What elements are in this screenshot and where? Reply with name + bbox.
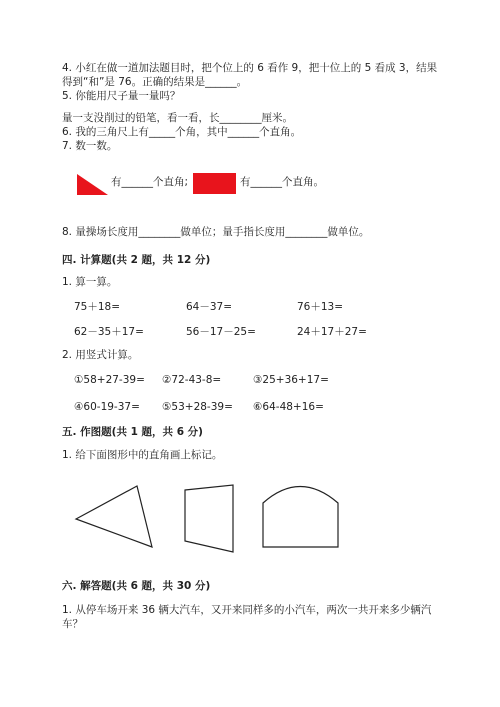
section-6-question-1-line-2: 车？ (62, 618, 83, 630)
section-5-heading: 五. 作图题(共 1 题，共 6 分) (62, 426, 203, 438)
question-5: 5. 你能用尺子量一量吗？ (62, 90, 181, 102)
section-4-question-1: 1. 算一算。 (62, 276, 118, 288)
section-4-heading: 四. 计算题(共 2 题，共 12 分) (62, 254, 211, 266)
calc-item: 24＋17＋27= (297, 326, 367, 338)
calc-item: 76＋13= (297, 301, 344, 313)
vertical-calc-item: ⑥64-48+16= (253, 401, 324, 413)
question-6: 6. 我的三角尺上有_____个角，其中______个直角。 (62, 126, 302, 138)
section-5-question-1: 1. 给下面图形中的直角画上标记。 (62, 449, 223, 461)
calc-item: 64－37= (186, 301, 233, 313)
vertical-calc-item: ④60-19-37= (74, 401, 140, 413)
question-8: 8. 量操场长度用________做单位；量手指长度用________做单位。 (62, 226, 370, 238)
vertical-calc-item: ②72-43-8= (162, 374, 222, 386)
section-4-question-2: 2. 用竖式计算。 (62, 349, 139, 361)
question-4-line-1: 4. 小红在做一道加法题目时，把个位上的 6 看作 9，把十位上的 5 看成 3，结果 (62, 62, 438, 74)
section-6-heading: 六. 解答题(共 6 题，共 30 分) (62, 580, 211, 592)
question-7-triangle-text: 有______个直角; (111, 176, 189, 188)
vertical-calc-item: ⑤53+28-39= (162, 401, 233, 413)
red-rectangle-figure (193, 173, 236, 194)
section-6-question-1-line-1: 1. 从停车场开来 36 辆大汽车，又开来同样多的小汽车，两次一共开来多少辆汽 (62, 604, 432, 616)
trapezoid-figure (183, 484, 238, 554)
vertical-calc-item: ③25+36+17= (253, 374, 329, 386)
triangle-figure (74, 485, 154, 550)
question-4-line-2: 得到“和”是 76。正确的结果是______。 (62, 76, 248, 88)
calc-item: 75＋18= (74, 301, 121, 313)
red-triangle-figure (77, 174, 109, 196)
arch-figure (260, 484, 342, 550)
calc-item: 56－17－25= (186, 326, 256, 338)
vertical-calc-item: ①58+27-39= (74, 374, 145, 386)
question-7-rectangle-text: 有______个直角。 (240, 176, 324, 188)
question-7: 7. 数一数。 (62, 140, 118, 152)
calc-item: 62－35＋17= (74, 326, 144, 338)
question-5-sub: 量一支没削过的铅笔，看一看，长________厘米。 (62, 112, 293, 124)
